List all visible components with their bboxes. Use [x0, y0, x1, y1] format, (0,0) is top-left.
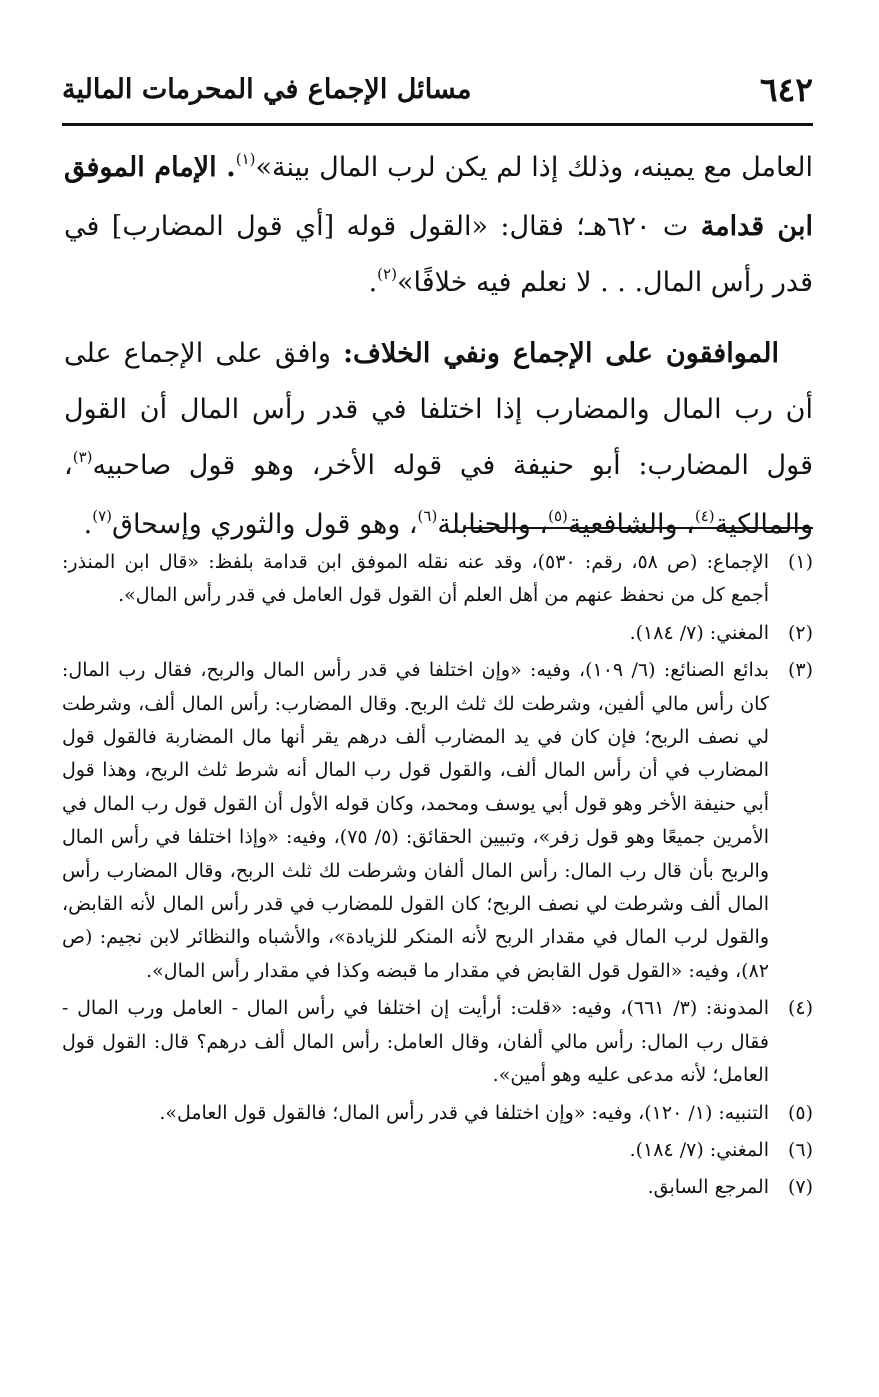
- paragraph-2: [64, 326, 813, 556]
- footnote-item: [62, 1171, 813, 1204]
- footnote-number: (٢): [787, 621, 813, 644]
- footnote-text: التنبيه: (١/ ١٢٠)، وفيه: «وإن اختلفا في قدر رأس المال؛ فالقول قول العامل».: [159, 1101, 769, 1124]
- footnote-text: المدونة: (٣/ ٦٦١)، وفيه: «قلت: أرأيت إن اختلفا في رأس المال - العامل ورب المال - فقال رب المال: رأس مالي ألفان، وقال العامل: رأس المال ألف درهم؟ قال: القول قول العامل؛ لأنه مدعى عليه وهو أمين».: [62, 997, 769, 1087]
- footnote-item: [62, 617, 813, 650]
- page-header: [62, 58, 813, 120]
- footnote-text: الإجماع: (ص ٥٨، رقم: ٥٣٠)، وقد عنه نقله الموفق ابن قدامة بلفظ: «قال ابن المنذر: أجمع كل من نحفظ عنهم من أهل العلم أن القول قول العامل في قدر رأس المال».: [62, 551, 769, 607]
- footnotes: [62, 546, 813, 1209]
- text-segment: .: [83, 509, 93, 540]
- scholar-heading: . الإمام الموفق ابن قدامة: [64, 152, 813, 242]
- footnote-item: [62, 1134, 813, 1167]
- footnote-number: (١): [787, 551, 813, 573]
- text-segment: ت ٦٢٠هـ؛ فقال: «القول قوله [أي قول المضارب] في قدر رأس المال. . . لا نعلم فيه خلافًا»: [64, 211, 813, 298]
- text-segment: ، وهو قول والثوري وإسحاق: [112, 509, 418, 540]
- text-segment: ، والحنابلة: [437, 509, 549, 540]
- footnote-item: [62, 1097, 813, 1130]
- section-heading: الموافقون على الإجماع ونفي الخلاف:: [343, 338, 779, 369]
- text-segment: ، والشافعية: [567, 509, 695, 540]
- footnote-item: [62, 654, 813, 988]
- footnote-item: [62, 546, 813, 613]
- footnote-ref-2[interactable]: (٢): [377, 265, 397, 283]
- text-segment: .: [368, 267, 378, 298]
- footnote-number: (٤): [787, 997, 813, 1020]
- footnote-number: (٦): [787, 1138, 813, 1161]
- footnote-ref-3[interactable]: (٣): [72, 448, 93, 466]
- footnote-number: (٧): [787, 1176, 813, 1199]
- page-number: ٦٤٢: [759, 69, 813, 109]
- footnote-ref-1[interactable]: (١): [235, 150, 256, 168]
- main-text: [64, 140, 813, 556]
- running-title: مسائل الإجماع في المحرمات المالية: [62, 73, 472, 105]
- footnote-number: (٥): [787, 1101, 813, 1124]
- footnote-text: المرجع السابق.: [647, 1176, 769, 1199]
- footnote-separator: [463, 527, 813, 529]
- footnote-ref-6[interactable]: (٦): [417, 507, 438, 525]
- text-segment: ، والمالكية: [64, 450, 813, 540]
- text-segment: العامل مع يمينه، وذلك إذا لم يكن لرب المال بينة»: [255, 152, 813, 183]
- footnote-number: (٣): [787, 659, 813, 682]
- footnote-ref-7[interactable]: (٧): [92, 507, 112, 525]
- footnote-item: [62, 992, 813, 1092]
- header-rule: [62, 123, 813, 126]
- footnote-ref-4[interactable]: (٤): [694, 507, 715, 525]
- footnote-ref-5[interactable]: (٥): [548, 507, 568, 525]
- text-segment: وافق على الإجماع على أن رب المال والمضارب إذا اختلفا في قدر رأس المال أن القول قول المضارب: أبو حنيفة في قوله الأخر، وهو قول صاحبيه: [64, 338, 813, 481]
- footnote-text: المغني: (٧/ ١٨٤).: [629, 1138, 769, 1161]
- footnote-text: بدائع الصنائع: (٦/ ١٠٩)، وفيه: «وإن اختلفا في قدر رأس المال والربح، فقال رب المال: كان رأس مالي ألفين، وشرطت لك ثلث الربح. وقال المضارب: رأس المال ألف، وشرطت لي نصف الربح؛ فإن كان في يد المضارب ألف درهم يقر أنها مال المضاربة فالقول قول المضارب في أن رأس المال ألف، والقول قول رب المال أنه شرط ثلث الربح، وهذا قول أبي حنيفة الأخر وهو قول أبي يوسف ومحمد، وكان قوله الأول أن القول قول رب المال في الأمرين جميعًا وهو قول زفر»، وتبيين الحقائق: (٥/ ٧٥)، وفيه: «وإذا اختلفا في رأس المال والربح بأن قال رب المال: رأس المال ألفان وشرطت لك ثلث الربح، وقال المضارب رأس المال ألف وشرطت لي نصف الربح؛ كان القول للمضارب في قدر رأس المال لأنه القابض، والقول لرب المال في مقدار الربح لأنه المنكر للزيادة»، والأشباه والنظائر لابن نجيم: (ص ٨٢)، وفيه: «القول قول القابض في مقدار ما قبضه وكذا في مقدار رأس المال».: [62, 659, 769, 982]
- paragraph-1: [64, 140, 813, 314]
- footnote-text: المغني: (٧/ ١٨٤).: [629, 621, 769, 644]
